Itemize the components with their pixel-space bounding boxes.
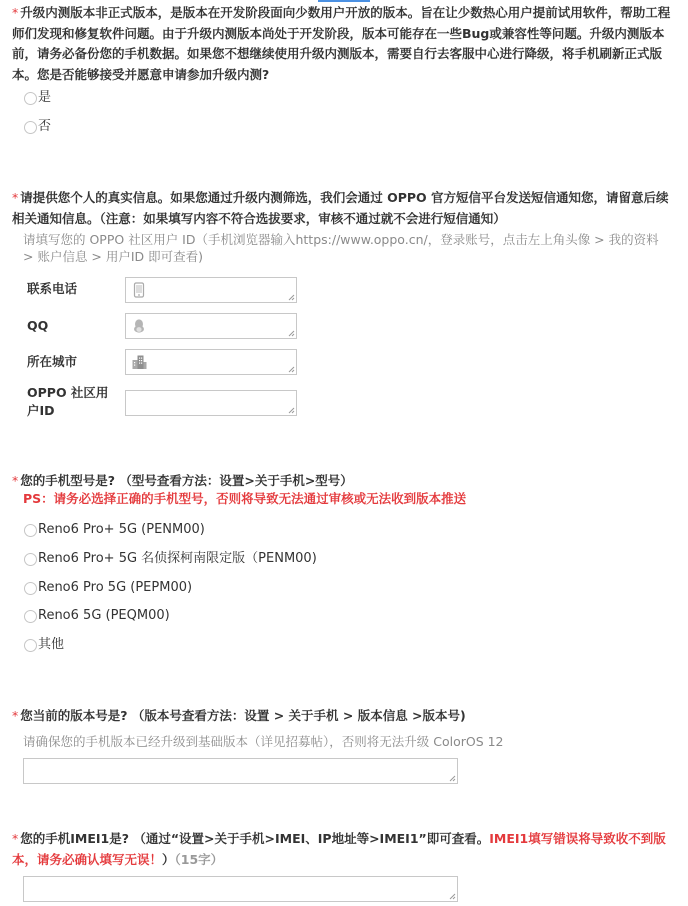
resize-handle-icon[interactable]: [449, 775, 456, 782]
resize-handle-icon[interactable]: [288, 407, 295, 414]
question-title: [12, 706, 672, 727]
question-text: 请提供您个人的真实信息。如果您通过升级内测筛选，我们会通过 OPPO 官方短信平台发送短信通知您，请留意后续相关通知信息。（注意：如果填写内容不符合选拔要求，审核不通过就不会进行短信通知）: [12, 190, 669, 226]
required-mark: *: [12, 831, 19, 846]
question-warning: IMEI1填写错误将导致收不到版本，请务必确认填写无误！: [12, 831, 666, 867]
option-reno6-pro-plus[interactable]: [24, 522, 205, 538]
phone-input[interactable]: [125, 277, 297, 303]
question-text-end: ）: [162, 851, 175, 867]
option-label: Reno6 Pro 5G (PEPM00): [38, 580, 193, 595]
required-mark: *: [12, 5, 19, 20]
radio-button[interactable]: [24, 639, 37, 652]
version-number-input[interactable]: [23, 758, 458, 784]
field-label-city: 所在城市: [27, 354, 78, 369]
char-limit-note: （15字）: [174, 851, 224, 867]
option-label: 其他: [38, 637, 65, 652]
imei-input[interactable]: [23, 876, 458, 902]
qq-penguin-icon: [131, 318, 147, 334]
city-input[interactable]: [125, 349, 297, 375]
option-no[interactable]: [24, 119, 51, 135]
required-mark: *: [12, 473, 19, 488]
resize-handle-icon[interactable]: [288, 330, 295, 337]
resize-handle-icon[interactable]: [288, 294, 295, 301]
radio-button[interactable]: [24, 524, 37, 537]
resize-handle-icon[interactable]: [449, 893, 456, 900]
radio-button[interactable]: [24, 92, 37, 105]
field-label-qq: QQ: [27, 318, 49, 333]
radio-button[interactable]: [24, 582, 37, 595]
option-other[interactable]: [24, 637, 64, 653]
phone-icon: [131, 282, 147, 298]
option-reno6-pro[interactable]: [24, 580, 192, 596]
option-yes[interactable]: [24, 90, 51, 106]
resize-handle-icon[interactable]: [288, 366, 295, 373]
radio-button[interactable]: [24, 121, 37, 134]
question-text: 升级内测版本非正式版本，是版本在开发阶段面向少数用户开放的版本。旨在让少数热心用户提前试用软件，帮助工程师们发现和修复软件问题。由于升级内测版本尚处于开发阶段，版本可能存在一些Bug或兼容性等问题。升级内测版本前，请务必备份您的手机数据。如果您不想继续使用升级内测版本，需要自行去客服中心进行降级，将手机刷新正式版本。您是否能够接受并愿意申请参加升级内测?: [12, 5, 671, 82]
required-mark: *: [12, 708, 19, 723]
question-hint: 请填写您的 OPPO 社区用户 ID（手机浏览器输入https://www.oppo.cn/，登录账号，点击左上角头像 > 我的资料 > 账户信息 > 用户ID 即可查看): [23, 232, 659, 264]
option-label: 是: [38, 90, 52, 105]
question-text: 您的手机IMEI1是? （通过“设置>关于手机>IMEI、IP地址等>IMEI1”即可查看。: [20, 831, 490, 846]
question-warning: PS：请务必选择正确的手机型号，否则将导致无法通过审核或无法收到版本推送: [23, 491, 467, 506]
option-label: Reno6 Pro+ 5G 名侦探柯南限定版（PENM00): [38, 551, 317, 566]
question-title: [12, 829, 672, 870]
radio-button[interactable]: [24, 610, 37, 623]
question-title: [12, 3, 672, 85]
option-reno6-pro-plus-conan[interactable]: [24, 551, 317, 567]
option-reno6[interactable]: [24, 608, 170, 624]
field-label-community-id: OPPO 社区用户ID: [27, 385, 109, 418]
required-mark: *: [12, 190, 19, 205]
question-text: 您的手机型号是? （型号查看方法：设置>关于手机>型号）: [20, 473, 353, 488]
community-id-input[interactable]: [125, 390, 297, 416]
option-label: Reno6 Pro+ 5G (PENM00): [38, 522, 205, 537]
question-title: [12, 188, 672, 229]
radio-button[interactable]: [24, 553, 37, 566]
question-hint: 请确保您的手机版本已经升级到基础版本（详见招募帖），否则将无法升级 ColorOS 12: [23, 734, 504, 749]
top-accent-bar: [318, 0, 370, 2]
qq-input[interactable]: [125, 313, 297, 339]
option-label: Reno6 5G (PEQM00): [38, 608, 170, 623]
question-text: 您当前的版本号是? （版本号查看方法：设置 > 关于手机 > 版本信息 >版本号): [20, 708, 466, 723]
building-icon: [131, 354, 147, 370]
option-label: 否: [38, 119, 52, 134]
field-label-phone: 联系电话: [27, 281, 78, 296]
